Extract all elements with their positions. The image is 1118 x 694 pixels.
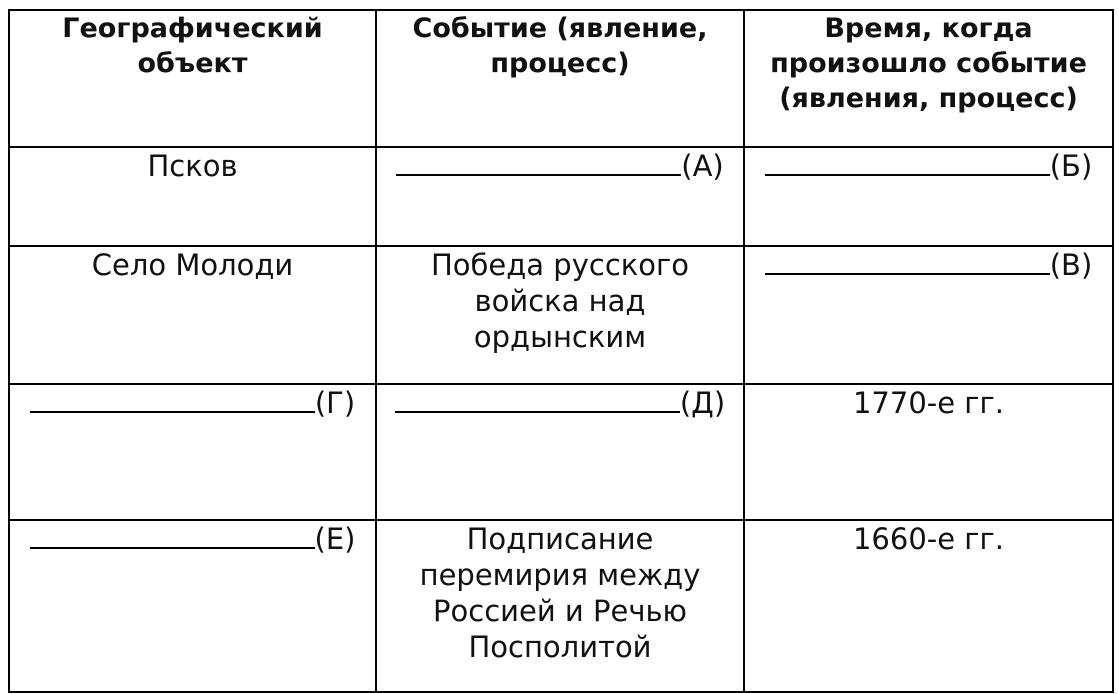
cell-event: Победа русского войска над ордынским — [376, 246, 744, 384]
cell-time-blank — [744, 147, 1113, 246]
table-row — [9, 246, 1113, 384]
answer-blank: (Е) — [30, 521, 356, 557]
table-row — [9, 147, 1113, 246]
cell-event-blank — [376, 147, 744, 246]
header-event: Событие (явление, процесс) — [376, 10, 744, 147]
header-geographic-object: Географический объект — [9, 10, 376, 147]
cell-object-blank — [9, 520, 376, 692]
cell-event-blank — [376, 384, 744, 520]
cell-object: Село Молоди — [9, 246, 376, 384]
cell-time: 1660-е гг. — [744, 520, 1113, 692]
table-row — [9, 384, 1113, 520]
answer-blank: (Г) — [30, 385, 355, 421]
answer-blank: (Б) — [765, 148, 1093, 184]
table-row — [9, 520, 1113, 692]
cell-time: 1770-е гг. — [744, 384, 1113, 520]
cell-object-blank — [9, 384, 376, 520]
cell-object: Псков — [9, 147, 376, 246]
answer-blank: (В) — [765, 247, 1093, 283]
header-time: Время, когда произошло событие (явления, процесс) — [744, 10, 1113, 147]
cell-time-blank — [744, 246, 1113, 384]
answer-blank: (А) — [396, 148, 723, 184]
cell-event: Подписание перемирия между Россией и Речью Посполитой — [376, 520, 744, 692]
table-header-row — [9, 10, 1113, 147]
geography-events-table — [8, 9, 1114, 693]
answer-blank: (Д) — [395, 385, 725, 421]
